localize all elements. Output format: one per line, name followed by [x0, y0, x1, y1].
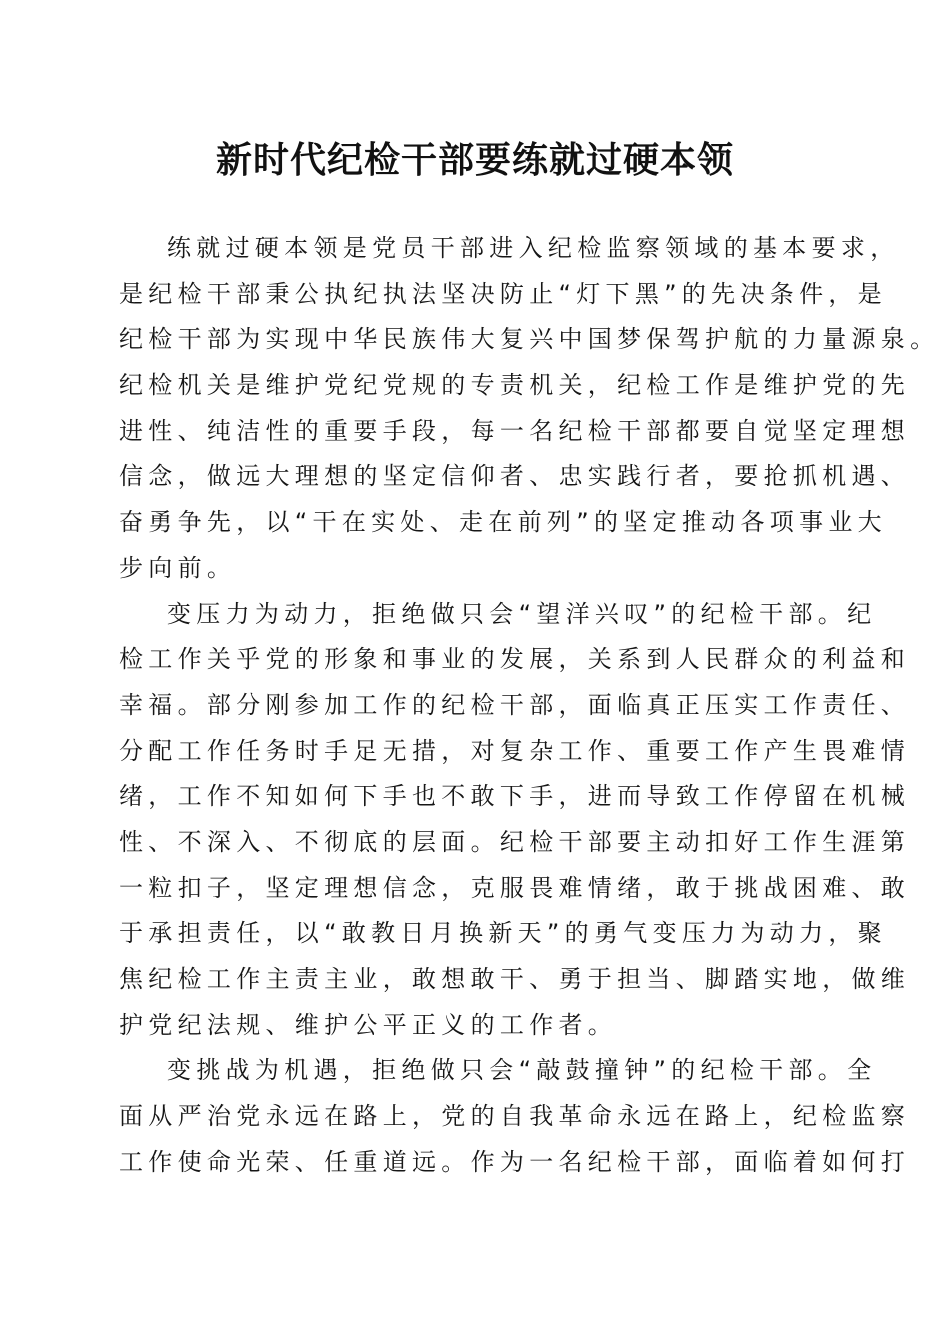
text-line: 面从严治党永远在路上，党的自我革命永远在路上，纪检监察 [119, 1102, 911, 1131]
text-line: 是纪检干部秉公执纪执法坚决防止“灯下黑”的先决条件，是 [119, 279, 887, 308]
text-line: 奋勇争先，以“干在实处、走在前列”的坚定推动各项事业大 [119, 508, 887, 537]
text-line: 绪，工作不知如何下手也不敢下手，进而导致工作停留在机械 [119, 782, 911, 811]
text-line: 一粒扣子，坚定理想信念，克服畏难情绪，敢于挑战困难、敢 [119, 873, 911, 902]
text-line: 步向前。 [119, 553, 237, 582]
text-line: 分配工作任务时手足无措，对复杂工作、重要工作产生畏难情 [119, 736, 911, 765]
text-line: 进性、纯洁性的重要手段，每一名纪检干部都要自觉坚定理想 [119, 416, 911, 445]
document-body [119, 226, 940, 1185]
text-line: 幸福。部分刚参加工作的纪检干部，面临真正压实工作责任、 [119, 690, 911, 719]
text-line: 性、不深入、不彻底的层面。纪检干部要主动扣好工作生涯第 [119, 827, 911, 856]
text-line: 信念，做远大理想的坚定信仰者、忠实践行者，要抢抓机遇、 [119, 462, 911, 491]
text-line: 焦纪检工作主责主业，敢想敢干、勇于担当、脚踏实地，做维 [119, 965, 911, 993]
text-line: 纪检干部为实现中华民族伟大复兴中国梦保驾护航的力量源泉。 [119, 325, 940, 354]
document-title: 新时代纪检干部要练就过硬本领 [215, 139, 734, 181]
text-line: 护党纪法规、维护公平正义的工作者。 [119, 1010, 618, 1039]
text-line: 变压力为动力，拒绝做只会“望洋兴叹”的纪检干部。纪 [167, 599, 877, 628]
text-line: 检工作关乎党的形象和事业的发展，关系到人民群众的利益和 [119, 645, 911, 674]
text-line: 纪检机关是维护党纪党规的专责机关，纪检工作是维护党的先 [119, 371, 911, 400]
text-line: 变挑战为机遇，拒绝做只会“敲鼓撞钟”的纪检干部。全 [167, 1056, 877, 1085]
text-line: 于承担责任，以“敢教日月换新天”的勇气变压力为动力，聚 [119, 919, 887, 948]
text-line: 练就过硬本领是党员干部进入纪检监察领域的基本要求， [167, 234, 900, 262]
text-line: 工作使命光荣、任重道远。作为一名纪检干部，面临着如何打 [119, 1147, 911, 1176]
